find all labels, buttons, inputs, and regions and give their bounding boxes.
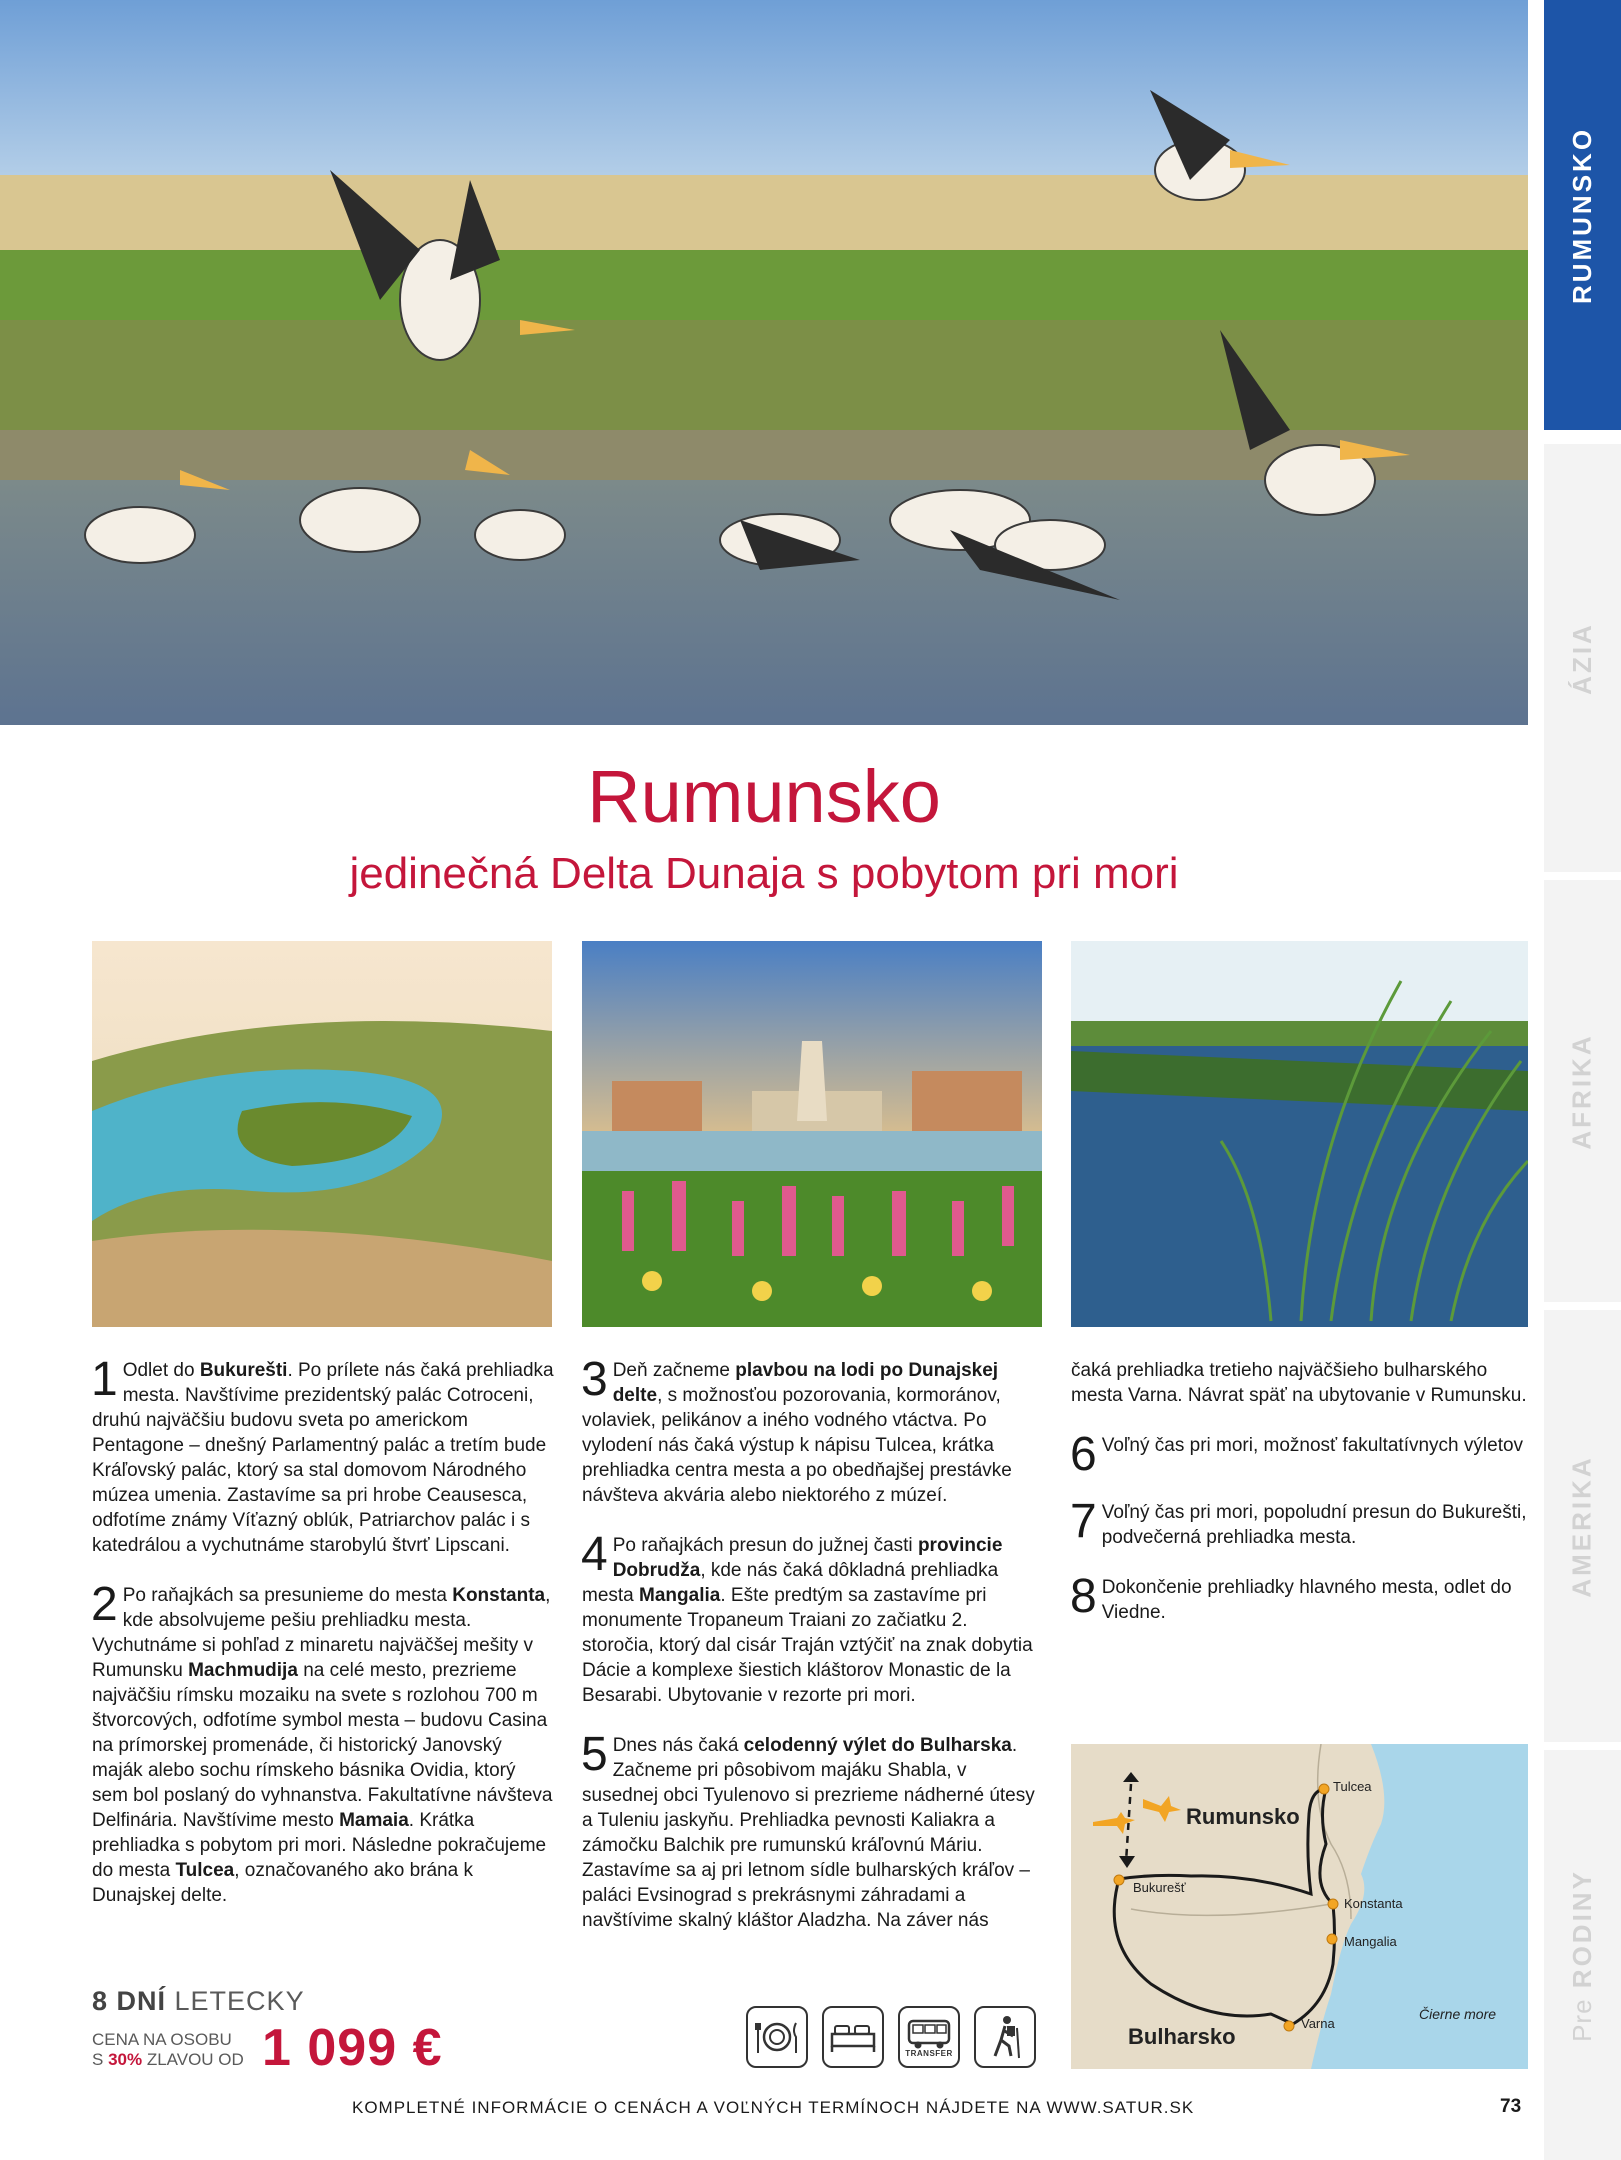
meals-icon — [746, 2006, 808, 2068]
day-number: 7 — [1070, 1495, 1097, 1548]
itinerary-day-1: 1 Odlet do Bukurešti. Po prílete nás čaká prehliadka mesta. Navštívime prezidentský palác Cotroceni, druhú najväčšiu budovu sveta po americkom Pentagone – dnešný Parlamentný palác a tretím bude Kráľovský palác, ktorý sa stal domovom Národného múzea umenia. Zastavíme sa pri hrobe Ceausesca, odfotíme známy Víťazný oblúk, Patriarchov palác i s katedrálou a vychutnáme starobylú štvrť Lipscani. — [91, 1353, 554, 1556]
itinerary-day-7: 7 Voľný čas pri mori, popoludní presun do Bukurešti, podvečerná prehliadka mesta. — [1070, 1495, 1527, 1548]
map-city-bucharest: Bukurešť — [1133, 1880, 1186, 1895]
itinerary-day-2: 2 Po raňajkách sa presunieme do mesta Konstanta, kde absolvujeme pešiu prehliadku mesta. Vychutnáme si pohľad z minaretu najväčšej mešity v Rumunsku Machmudija na celé mesto, prezrieme najväčšiu rímsku mozaiku na svete s rozlohou 700 m štvorcových, odfotíme symbol mesta – budovu Casina na prímorskej promenáde, či historický Janovský maják alebo sochu rímskeho básnika Ovidia, ktorý sem bol poslaný do vyhnanstva. Fakultatívne návšteva Delfinária. Navštívime mesto Mamaia. Krátka prehliadka s pobytom pri mori. Následne pokračujeme do mesta Tulcea, označovaného ako brána k Dunajskej delte. — [91, 1578, 553, 1906]
day-number: 2 — [91, 1578, 118, 1631]
tab-pre-rodiny[interactable]: Pre RODINY — [1544, 1750, 1621, 2160]
hiking-icon — [974, 2006, 1036, 2068]
page-title: Rumunsko — [587, 755, 941, 838]
day-number: 5 — [581, 1728, 608, 1781]
itinerary-column-3 — [1071, 1358, 1528, 1650]
footer-info: KOMPLETNÉ INFORMÁCIE O CENÁCH A VOĽNÝCH TERMÍNOCH NÁJDETE NA WWW.SATUR.SK — [352, 2098, 1195, 2117]
price-label: CENA NA OSOBU S 30% ZLAVOU OD — [92, 2030, 244, 2069]
itinerary-day-4: 4 Po raňajkách presun do južnej časti provincie Dobrudža, kde nás čaká dôkladná prehliadka mesta Mangalia. Ešte predtým sa zastavíme pri monumente Tropaneum Traiani zo začiatku 2. storočia, ktorý dal cisár Traján vztýčiť na znak dobytia Dácie a komplexe šiestich kláštorov Monastic de la Besarabi. Ubytovanie v rezorte pri mori. — [581, 1528, 1033, 1706]
day-number: 4 — [581, 1528, 608, 1581]
day-number: 3 — [581, 1353, 608, 1406]
itinerary-day-5: 5 Dnes nás čaká celodenný výlet do Bulharska. Začneme pri pôsobivom majáku Shabla, v susednej obci Tyulenovo si prezrieme nádherné útesy a Tuleniu jaskyňu. Prehliadka pevnosti Kaliakra a zámočku Balchik pre rumunskú kráľovnú Máriu. Zastavíme sa aj pri letnom sídle bulharských kráľov – paláci Evsinograd s prekrásnymi záhradami a navštívime skalný kláštor Aladzha. Na záver nás — [581, 1728, 1035, 1931]
trip-duration: 8 DNÍ LETECKY — [92, 1986, 305, 2016]
itinerary-column-2 — [581, 1353, 1044, 1958]
tab-rumunsko[interactable]: RUMUNSKO — [1544, 0, 1621, 430]
page-subtitle: jedinečná Delta Dunaja s pobytom pri mori — [349, 849, 1179, 898]
price-amount: 1 099 € — [262, 2019, 443, 2077]
map-city-tulcea: Tulcea — [1333, 1779, 1372, 1794]
discount-percent: 30% — [108, 2050, 143, 2069]
hero-photo-pelicans — [0, 0, 1528, 725]
itinerary-column-1 — [91, 1353, 554, 1933]
transfer-label: TRANSFER — [905, 2048, 953, 2058]
itinerary-day-8: 8 Dokončenie prehliadky hlavného mesta, odlet do Viedne. — [1070, 1570, 1512, 1623]
tab-azia[interactable]: ÁZIA — [1544, 444, 1621, 872]
day-number: 8 — [1070, 1570, 1097, 1623]
photo-danube-bend — [92, 941, 552, 1327]
itinerary-day-6: 6 Voľný čas pri mori, možnosť fakultatívnych výletov — [1070, 1428, 1524, 1481]
itinerary-day-3: 3 Deň začneme plavbou na lodi po Dunajskej delte, s možnosťou pozorovania, kormoránov, volaviek, pelikánov a iného vodného vtáctva. Po vylodení nás čaká výstup k nápisu Tulcea, krátka prehliadka centra mesta a po obedňajšej prestávke návšteva akvária alebo niektorého z múzeí. — [581, 1353, 1012, 1506]
transfer-icon — [898, 2006, 960, 2068]
route-map — [1071, 1744, 1528, 2069]
map-city-konstanta: Konstanta — [1344, 1896, 1403, 1911]
photo-bucharest-fountain — [582, 941, 1042, 1327]
itinerary-day-5-continued: čaká prehliadka tretieho najväčšieho bulharského mesta Varna. Návrat späť na ubytovanie v Rumunsku. — [1071, 1360, 1527, 1406]
map-country-romania: Rumunsko — [1186, 1804, 1300, 1829]
tab-amerika[interactable]: AMERIKA — [1544, 1310, 1621, 1742]
day-number: 1 — [91, 1353, 118, 1406]
map-city-varna: Varna — [1301, 2016, 1335, 2031]
tab-afrika[interactable]: AFRIKA — [1544, 880, 1621, 1302]
map-city-mangalia: Mangalia — [1344, 1934, 1397, 1949]
page-number: 73 — [1500, 2096, 1522, 2117]
accommodation-icon — [822, 2006, 884, 2068]
day-number: 6 — [1070, 1428, 1097, 1481]
map-country-bulgaria: Bulharsko — [1128, 2024, 1236, 2049]
map-sea-label: Čierne more — [1419, 2006, 1497, 2022]
photo-delta-reeds — [1071, 941, 1528, 1327]
